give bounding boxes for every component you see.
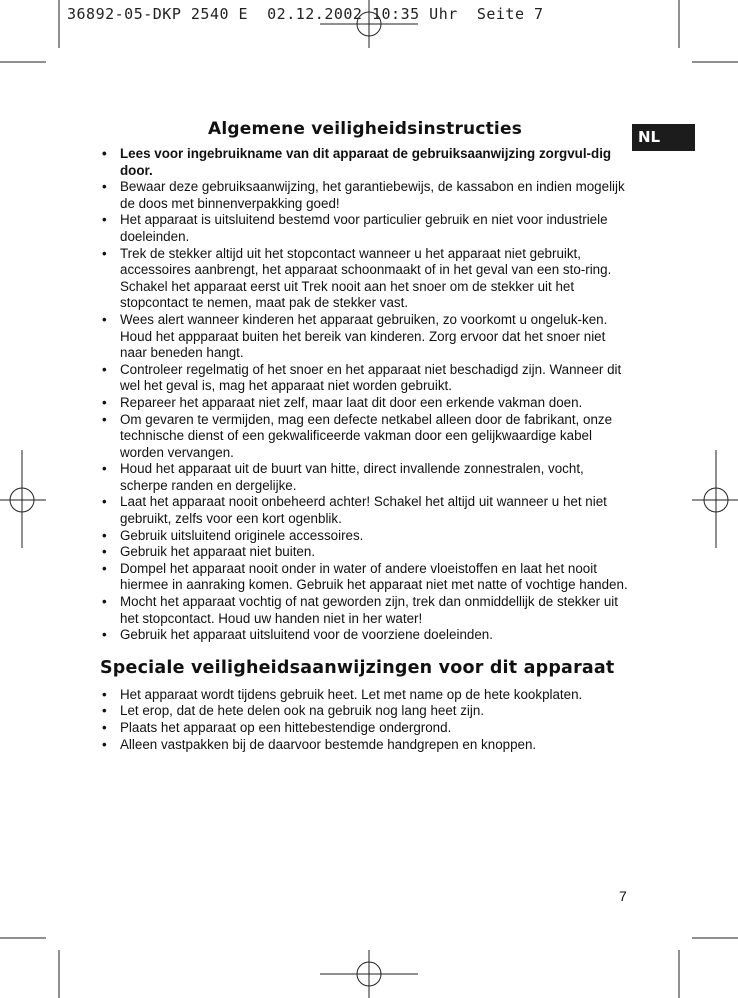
list-item: • Plaats het apparaat op een hittebestendige ondergrond. xyxy=(100,720,630,737)
section-title-special: Speciale veiligheidsaanwijzingen voor dit apparaat xyxy=(100,657,615,678)
list-item: • Gebruik het apparaat uitsluitend voor de voorziene doeleinden. xyxy=(100,627,630,644)
list-item: • Het apparaat is uitsluitend bestemd voor particulier gebruik en niet voor industriele doeleinden. xyxy=(100,212,630,245)
special-instructions-list xyxy=(100,687,630,753)
list-item: • Trek de stekker altijd uit het stopcontact wanneer u het apparaat niet gebruikt, accessoires aanbrengt, het apparaat schoonmaakt of in het geval van een sto-ring. Schakel het apparaat eerst uit Trek nooit aan het snoer om de stekker uit het stopcontact te nemen, maat pak de stekker vast. xyxy=(100,246,630,312)
list-item: • Om gevaren te vermijden, mag een defecte netkabel alleen door de fabrikant, onze technische dienst of een gekwalificeerde vakman door een gelijkwaardige kabel worden vervangen. xyxy=(100,412,630,462)
list-item: • Repareer het apparaat niet zelf, maar laat dit door een erkende vakman doen. xyxy=(100,395,630,412)
list-item: • Bewaar deze gebruiksaanwijzing, het garantiebewijs, de kassabon en indien mogelijk de doos met binnenverpakking goed! xyxy=(100,179,630,212)
list-item: • Houd het apparaat uit de buurt van hitte, direct invallende zonnestralen, vocht, scherpe randen en dergelijke. xyxy=(100,461,630,494)
list-item: • Wees alert wanneer kinderen het apparaat gebruiken, zo voorkomt u ongeluk-ken. Houd het appparaat buiten het bereik van kinderen. Zorg ervoor dat het snoer niet naar beneden hangt. xyxy=(100,312,630,362)
list-item: • Het apparaat wordt tijdens gebruik heet. Let met name op de hete kookplaten. xyxy=(100,687,630,704)
list-item: • Mocht het apparaat vochtig of nat geworden zijn, trek dan onmiddellijk de stekker uit het stopcontact. Houd uw handen niet in her water! xyxy=(100,594,630,627)
general-instructions-list xyxy=(100,146,630,644)
list-item: • Gebruik uitsluitend originele accessoires. xyxy=(100,528,630,545)
page-number: 7 xyxy=(619,888,627,904)
list-item: • Gebruik het apparaat niet buiten. xyxy=(100,544,630,561)
language-badge: NL xyxy=(632,124,695,151)
page-content xyxy=(100,119,630,753)
list-item: • Controleer regelmatig of het snoer en het apparaat niet beschadigd zijn. Wanneer dit wel het geval is, mag het apparaat niet worden gebruikt. xyxy=(100,362,630,395)
list-item: • Laat het apparaat nooit onbeheerd achter! Schakel het altijd uit wanneer u het niet gebruikt, zelfs voor een kort ogenblik. xyxy=(100,494,630,527)
print-header: 36892-05-DKP 2540 E 02.12.2002 10:35 Uhr Seite 7 xyxy=(67,5,544,23)
list-item: • Lees voor ingebruikname van dit apparaat de gebruiksaanwijzing zorgvul-dig door. xyxy=(100,146,630,179)
list-item: • Dompel het apparaat nooit onder in water of andere vloeistoffen en laat het nooit hiermee in aanraking komen. Gebruik het apparaat niet met natte of vochtige handen. xyxy=(100,561,630,594)
list-item: • Let erop, dat de hete delen ook na gebruik nog lang heet zijn. xyxy=(100,703,630,720)
section-title-general: Algemene veiligheidsinstructies xyxy=(207,119,523,139)
list-item: • Alleen vastpakken bij de daarvoor bestemde handgrepen en knoppen. xyxy=(100,737,630,754)
